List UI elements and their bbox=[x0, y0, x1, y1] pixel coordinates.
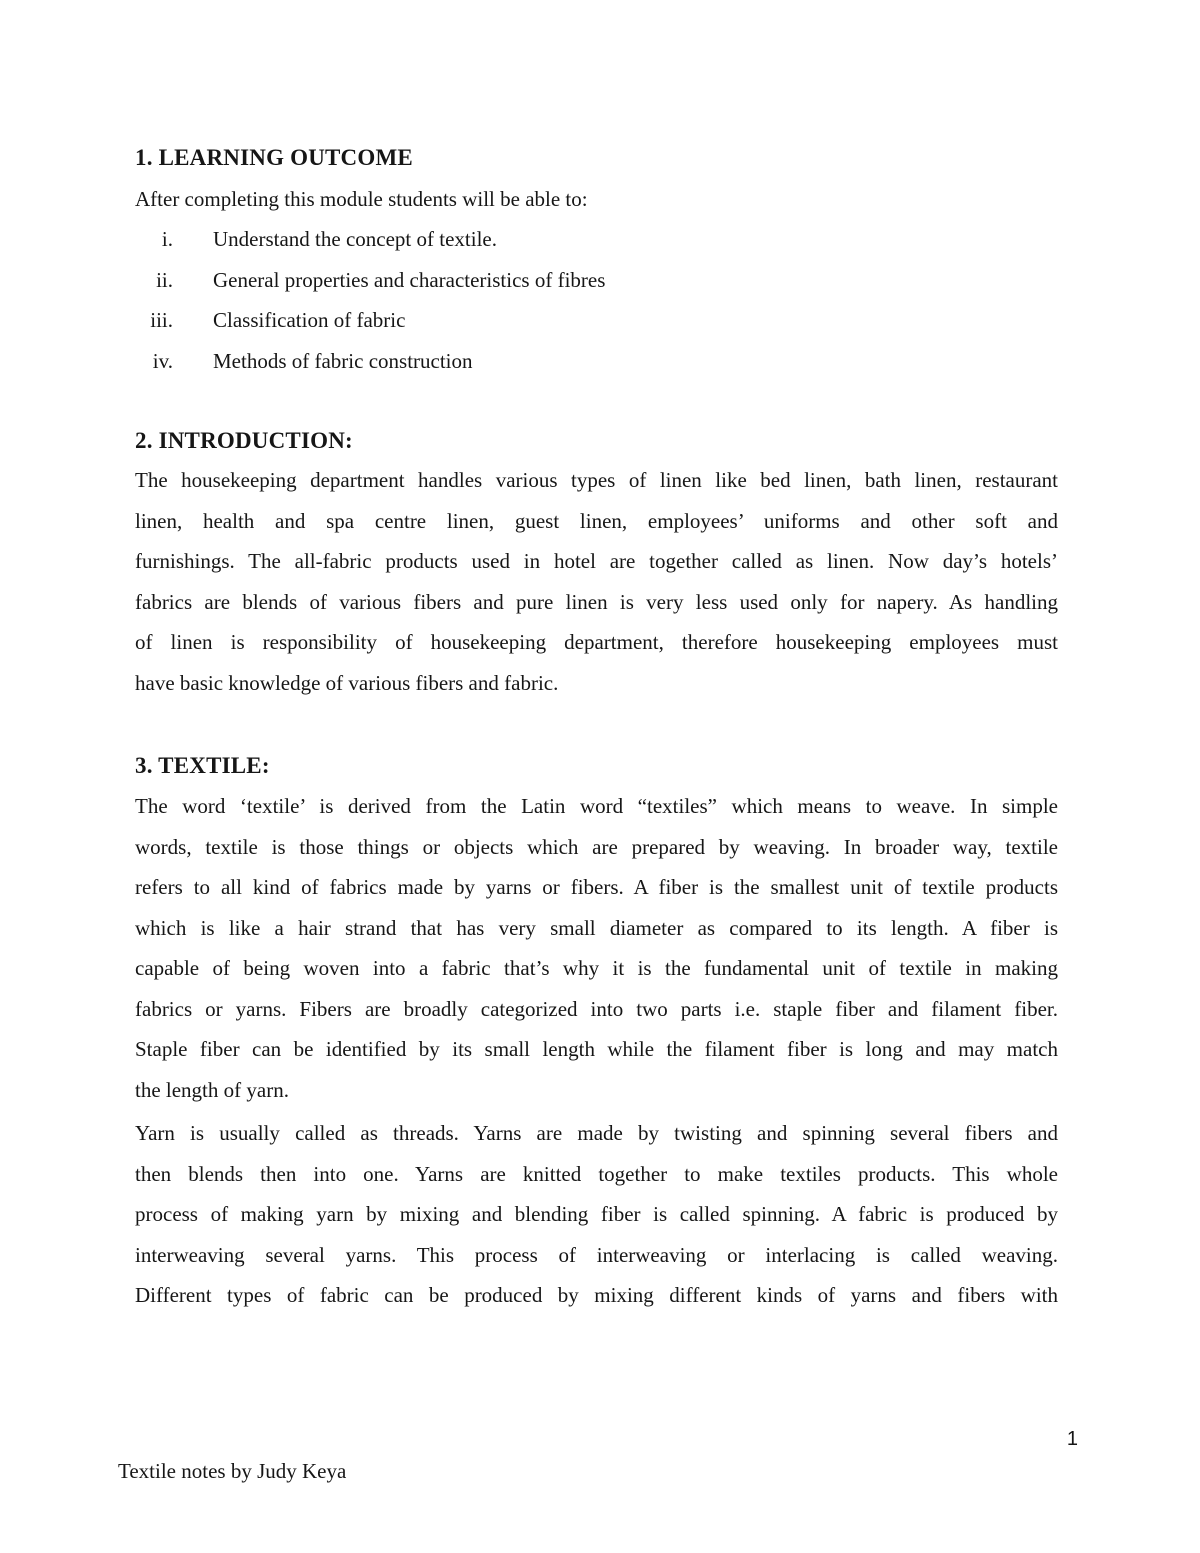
textile-paragraph-2 bbox=[135, 1113, 1058, 1316]
learning-outcome-lead: After completing this module students will be able to: bbox=[135, 187, 588, 211]
list-item bbox=[135, 341, 1058, 382]
paragraph-line: The word ‘textile’ is derived from the Latin word “textiles” which means to weave. In simple bbox=[135, 794, 1058, 818]
list-item-text: General properties and characteristics of fibres bbox=[213, 267, 606, 292]
paragraph-line: Staple fiber can be identified by its small length while the filament fiber is long and may match bbox=[135, 1037, 1058, 1061]
paragraph-line: of linen is responsibility of housekeeping department, therefore housekeeping employees must bbox=[135, 630, 1058, 654]
paragraph-line: refers to all kind of fabrics made by yarns or fibers. A fiber is the smallest unit of textile products bbox=[135, 875, 1058, 899]
list-item-text: Methods of fabric construction bbox=[213, 348, 473, 373]
list-item bbox=[135, 260, 1058, 301]
paragraph-line: Yarn is usually called as threads. Yarns are made by twisting and spinning several fibers and bbox=[135, 1121, 1058, 1145]
textile-paragraph-1 bbox=[135, 786, 1058, 1110]
intro-paragraph bbox=[135, 460, 1058, 703]
paragraph-line: have basic knowledge of various fibers and fabric. bbox=[135, 670, 559, 695]
paragraph-line: process of making yarn by mixing and blending fiber is called spinning. A fabric is produced by bbox=[135, 1202, 1058, 1226]
page-number: 1 bbox=[1066, 1428, 1078, 1450]
paragraph-line: linen, health and spa centre linen, guest linen, employees’ uniforms and other soft and bbox=[135, 508, 1058, 533]
paragraph-line: furnishings. The all-fabric products used in hotel are together called as linen. Now day’s hotels’ bbox=[135, 549, 1058, 573]
section-heading-introduction: 2. INTRODUCTION: bbox=[135, 428, 353, 453]
paragraph-line: the length of yarn. bbox=[135, 1077, 289, 1102]
outcome-list bbox=[135, 219, 1058, 381]
paragraph-line: Different types of fabric can be produced by mixing different kinds of yarns and fibers with bbox=[135, 1283, 1058, 1307]
paragraph-line: fabrics are blends of various fibers and pure linen is very less used only for napery. As handling bbox=[135, 589, 1058, 614]
paragraph-line: words, textile is those things or objects which are prepared by weaving. In broader way, textile bbox=[135, 834, 1058, 859]
paragraph-line: The housekeeping department handles various types of linen like bed linen, bath linen, restaurant bbox=[135, 468, 1058, 492]
paragraph-line: capable of being woven into a fabric that’s why it is the fundamental unit of textile in making bbox=[135, 956, 1058, 980]
list-marker: iv. bbox=[152, 348, 173, 373]
section-heading-learning-outcome: 1. LEARNING OUTCOME bbox=[135, 145, 413, 170]
paragraph-line: fabrics or yarns. Fibers are broadly categorized into two parts i.e. staple fiber and filament fiber. bbox=[135, 996, 1058, 1021]
paragraph-line: which is like a hair strand that has very small diameter as compared to its length. A fiber is bbox=[135, 915, 1058, 940]
list-item-text: Classification of fabric bbox=[213, 308, 406, 332]
footer-credit: Textile notes by Judy Keya bbox=[118, 1459, 347, 1483]
paragraph-line: then blends then into one. Yarns are knitted together to make textiles products. This whole bbox=[135, 1161, 1058, 1186]
list-item-text: Understand the concept of textile. bbox=[213, 227, 497, 251]
list-item bbox=[135, 300, 1058, 341]
section-heading-textile: 3. TEXTILE: bbox=[135, 753, 270, 778]
list-marker: ii. bbox=[156, 267, 173, 292]
paragraph-line: interweaving several yarns. This process of interweaving or interlacing is called weaving. bbox=[135, 1242, 1058, 1267]
list-marker: iii. bbox=[150, 308, 173, 332]
list-item bbox=[135, 219, 1058, 260]
list-marker: i. bbox=[161, 227, 173, 251]
